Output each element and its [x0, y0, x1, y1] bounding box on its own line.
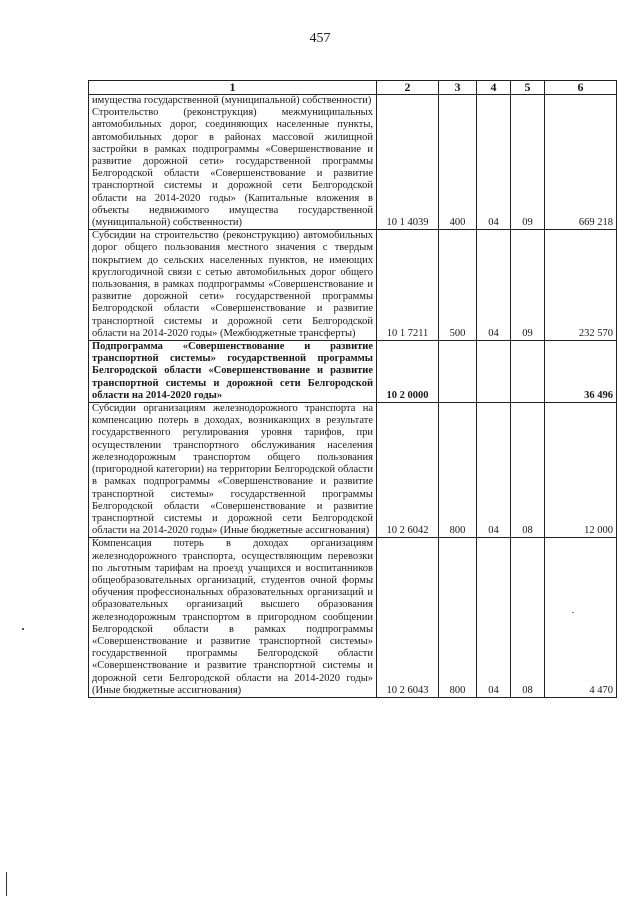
expense-type: 800: [439, 403, 477, 538]
section-code: 04: [477, 538, 511, 698]
subsection-code: 09: [511, 230, 545, 341]
target-code: 10 2 6042: [377, 403, 439, 538]
header-col-2: 2: [377, 81, 439, 95]
header-col-1: 1: [89, 81, 377, 95]
subsection-code: 09: [511, 95, 545, 230]
subsection-code: 08: [511, 538, 545, 698]
expense-type: 800: [439, 538, 477, 698]
table-row: [89, 95, 617, 230]
table-row-subprogram: [89, 341, 617, 403]
amount: 669 218: [545, 95, 617, 230]
description-paragraph: Субсидии на строительство (реконструкцию) автомобильных дорог общего пользования местного значения с твердым покрытием до сельских населенных пунктов, не имеющих круглогодичной связи с сетью автомобильных дорог общего пользования, в рамках подпрограммы «Совершенствование и развитие дорожной сети» государственной программы Белгородской области «Совершенствование и развитие транспортной системы и дорожной сети Белгородской области на 2014-2020 годы» (Межбюджетные трансферты): [92, 230, 373, 339]
row-description: [89, 341, 377, 403]
amount: 232 570: [545, 230, 617, 341]
target-code: 10 1 7211: [377, 230, 439, 341]
table-row: [89, 403, 617, 538]
expense-type: 400: [439, 95, 477, 230]
expense-type: [439, 341, 477, 403]
header-col-4: 4: [477, 81, 511, 95]
scan-speck: [572, 612, 574, 613]
scan-speck: [22, 628, 24, 630]
amount: 12 000: [545, 403, 617, 538]
row-description: [89, 95, 377, 230]
row-description: [89, 403, 377, 538]
amount: 36 496: [545, 341, 617, 403]
section-code: 04: [477, 230, 511, 341]
page-number: 457: [309, 31, 331, 46]
row-description: [89, 230, 377, 341]
header-col-6: 6: [545, 81, 617, 95]
description-paragraph: Строительство (реконструкция) межмуниципальных автомобильных дорог, соединяющих населенные пункты, автомобильных дорог в районах массовой жилищной застройки в рамках подпрограммы «Совершенствование и развитие дорожной сети» государственной программы Белгородской области «Совершенствование и развитие транспортной системы и дорожной сети Белгородской области на 2014-2020 годы» (Капитальные вложения в объекты недвижимого имущества государственной (муниципальной) собственности): [92, 107, 373, 229]
header-col-3: 3: [439, 81, 477, 95]
table-row: [89, 230, 617, 341]
amount: 4 470: [545, 538, 617, 698]
scan-margin-mark: [6, 872, 7, 896]
target-code: 10 1 4039: [377, 95, 439, 230]
subsection-code: 08: [511, 403, 545, 538]
target-code: 10 2 6043: [377, 538, 439, 698]
section-code: 04: [477, 95, 511, 230]
description-paragraph: Компенсация потерь в доходах организациям железнодорожного транспорта, осуществляющим перевозки по льготным тарифам на проезд учащихся и воспитанников общеобразовательных организаций, студентов очной формы обучения профессиональных образовательных организаций и образовательных организаций высшего образования железнодорожным транспортом в пригородном сообщении Белгородской области в рамках подпрограммы «Совершенствование и развитие транспортной системы» государственной программы Белгородской области «Совершенствование и развитие транспортной системы и дорожной сети Белгородской области на 2014-2020 годы» (Иные бюджетные ассигнования): [92, 538, 373, 696]
table-header-row: [89, 81, 617, 95]
section-code: [477, 341, 511, 403]
expense-type: 500: [439, 230, 477, 341]
description-paragraph: имущества государственной (муниципальной) собственности): [92, 95, 372, 106]
row-description: [89, 538, 377, 698]
table-row: [89, 538, 617, 698]
section-code: 04: [477, 403, 511, 538]
subsection-code: [511, 341, 545, 403]
budget-table: [88, 80, 617, 698]
target-code: 10 2 0000: [377, 341, 439, 403]
description-paragraph: Подпрограмма «Совершенствование и развитие транспортной системы» государственной программы Белгородской области «Совершенствование и развитие транспортной системы и дорожной сети Белгородской области на 2014-2020 годы»: [92, 341, 373, 401]
header-col-5: 5: [511, 81, 545, 95]
description-paragraph: Субсидии организациям железнодорожного транспорта на компенсацию потерь в доходах, возникающих в результате государственного регулирования уровня тарифов, при осуществлении транспортного обслуживания населения железнодорожным транспортом общего пользования (пригородной категории) на территории Белгородской области в рамках подпрограммы «Совершенствование и развитие транспортной системы» государственной программы Белгородской области «Совершенствование и развитие транспортной системы и дорожной сети Белгородской области на 2014-2020 годы» (Иные бюджетные ассигнования): [92, 403, 373, 537]
